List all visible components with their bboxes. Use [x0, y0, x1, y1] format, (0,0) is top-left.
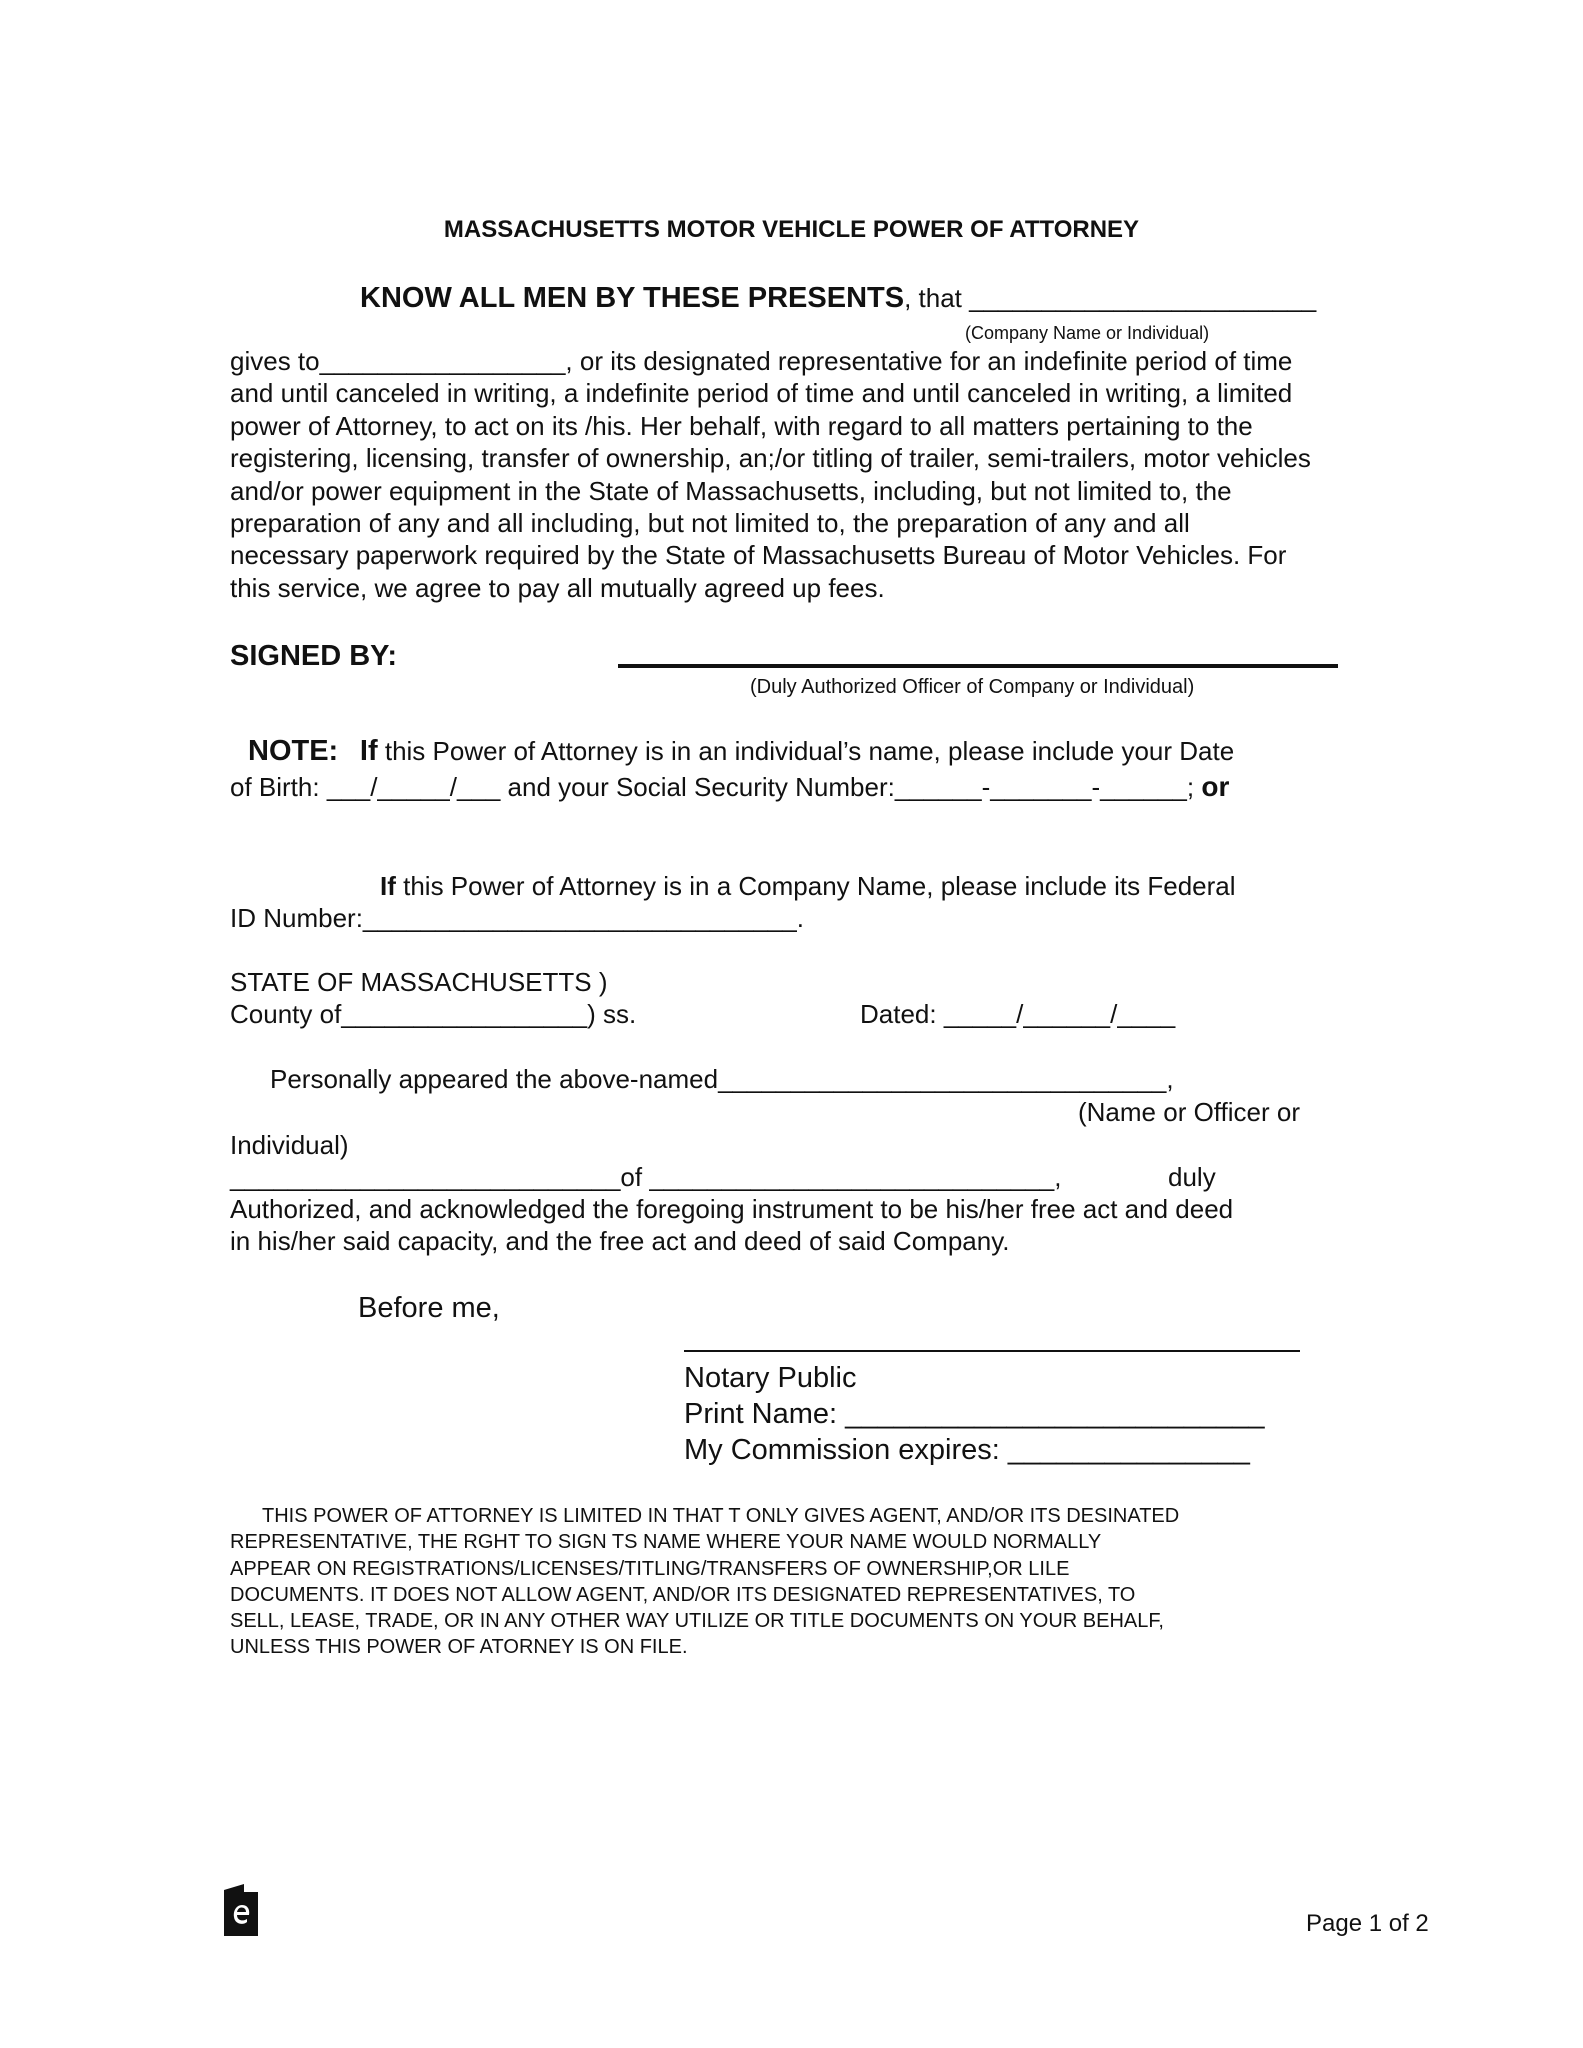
note-line-1 — [248, 735, 1234, 768]
intro-company-field[interactable]: , that ________________________ — [904, 283, 1317, 313]
body-line: necessary paperwork required by the State of Massachusetts Bureau of Motor Vehicles. For — [230, 540, 1287, 571]
company-text: this Power of Attorney is in a Company Name, please include its Federal — [403, 871, 1236, 901]
state-line: STATE OF MASSACHUSETTS ) — [230, 967, 608, 997]
body-line: and until canceled in writing, a indefinite period of time and until canceled in writing, a limited — [230, 378, 1293, 409]
print-name-field[interactable]: Print Name: __________________________ — [684, 1398, 1265, 1430]
before-me: Before me, — [358, 1292, 500, 1324]
document-title: MASSACHUSETTS MOTOR VEHICLE POWER OF ATTORNEY — [443, 216, 1140, 243]
disclaimer-line: APPEAR ON REGISTRATIONS/LICENSES/TITLING/TRANSFERS OF OWNERSHIP,OR LILE — [230, 1557, 1070, 1580]
federal-id-field[interactable]: ID Number:______________________________. — [230, 903, 804, 933]
note-label: NOTE: — [248, 735, 339, 767]
disclaimer-line: REPRESENTATIVE, THE RGHT TO SIGN TS NAME WHERE YOUR NAME WOULD NORMALLY — [230, 1531, 1102, 1554]
eforms-e-icon — [224, 1884, 258, 1936]
page-number: Page 1 of 2 — [1306, 1910, 1429, 1937]
notary-signature-line[interactable] — [684, 1350, 1300, 1352]
ack-line-2: in his/her said capacity, and the free act and deed of said Company. — [230, 1226, 1010, 1256]
signature-caption: (Duly Authorized Officer of Company or Individual) — [750, 676, 1195, 698]
appeared-field[interactable]: Personally appeared the above-named_______________________________, — [270, 1064, 1174, 1094]
body-line: registering, licensing, transfer of ownership, an;/or titling of trailer, semi-trailers, motor vehicles — [230, 443, 1311, 474]
dated-field[interactable]: Dated: _____/______/____ — [860, 999, 1176, 1029]
birth-ssn-fields[interactable]: of Birth: ___/_____/___ and your Social Security Number:______-_______-______; — [230, 772, 1195, 802]
intro-line — [360, 282, 1316, 315]
company-caption: (Company Name or Individual) — [965, 323, 1210, 343]
disclaimer — [230, 1503, 1179, 1661]
disclaimer-line: SELL, LEASE, TRADE, OR IN ANY OTHER WAY UTILIZE OR TITLE DOCUMENTS ON YOUR BEHALF, — [230, 1610, 1164, 1633]
disclaimer-line: DOCUMENTS. IT DOES NOT ALLOW AGENT, AND/OR ITS DESIGNATED REPRESENTATIVES, TO — [230, 1583, 1136, 1606]
company-line-1 — [380, 871, 1236, 902]
note-text: this Power of Attorney is in an individual’s name, please include your Date — [384, 736, 1235, 766]
body-line: power of Attorney, to act on its /his. Her behalf, with regard to all matters pertaining to the — [230, 410, 1253, 441]
company-if: If — [380, 871, 396, 901]
disclaimer-line: UNLESS THIS POWER OF ATORNEY IS ON FILE. — [230, 1636, 688, 1659]
body-paragraph — [230, 345, 1311, 604]
body-line[interactable]: gives to_________________, or its designated representative for an indefinite period of time — [230, 346, 1293, 376]
disclaimer-line: THIS POWER OF ATTORNEY IS LIMITED IN THAT T ONLY GIVES AGENT, AND/OR ITS DESINATED — [262, 1505, 1180, 1527]
duly-text: duly — [1168, 1162, 1216, 1192]
officer-of-company-field[interactable]: ___________________________of ____________________________, — [230, 1162, 1062, 1192]
body-line: and/or power equipment in the State of Massachusetts, including, but not limited to, the — [230, 475, 1232, 506]
body-line: this service, we agree to pay all mutually agreed up fees. — [230, 572, 885, 603]
body-line: preparation of any and all including, but not limited to, the preparation of any and all — [230, 508, 1190, 539]
note-or: or — [1201, 771, 1230, 802]
note-line-2[interactable] — [230, 771, 1229, 803]
notary-public-label: Notary Public — [684, 1362, 857, 1394]
commission-field[interactable]: My Commission expires: _______________ — [684, 1434, 1250, 1466]
intro-heading: KNOW ALL MEN BY THESE PRESENTS — [360, 282, 905, 314]
note-if: If — [359, 735, 378, 767]
ack-line-1: Authorized, and acknowledged the foregoing instrument to be his/her free act and deed — [230, 1194, 1234, 1224]
county-field[interactable]: County of_________________) ss. — [230, 999, 637, 1029]
appeared-caption-right: (Name or Officer or — [1078, 1097, 1301, 1127]
appeared-caption-left: Individual) — [230, 1130, 349, 1160]
signed-by-label: SIGNED BY: — [230, 640, 398, 672]
signature-line[interactable] — [618, 664, 1338, 668]
